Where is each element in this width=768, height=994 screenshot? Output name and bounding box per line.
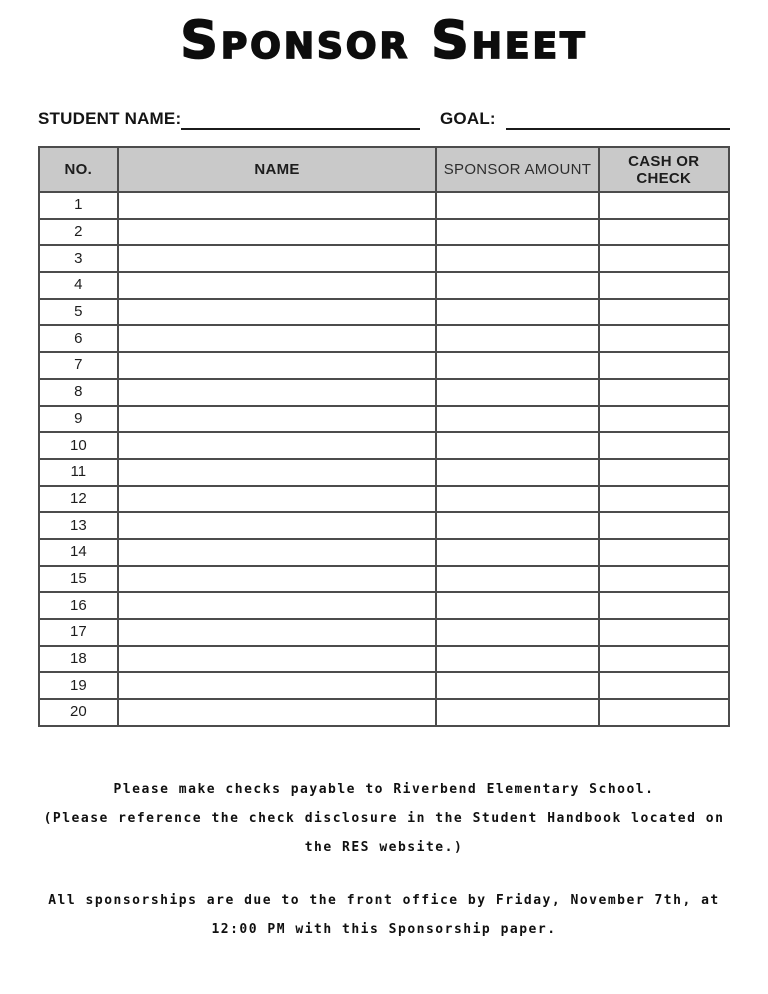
cash-or-check-cell[interactable] — [599, 512, 729, 539]
sponsor-table — [38, 146, 730, 727]
table-row — [39, 432, 729, 459]
cash-or-check-cell[interactable] — [599, 459, 729, 486]
sponsor-sheet — [0, 8, 768, 944]
table-row — [39, 619, 729, 646]
sponsor-amount-cell[interactable] — [436, 592, 598, 619]
row-number-cell: 14 — [39, 539, 118, 566]
sponsor-amount-cell[interactable] — [436, 379, 598, 406]
cash-or-check-cell[interactable] — [599, 192, 729, 219]
sponsor-amount-cell[interactable] — [436, 406, 598, 433]
table-row — [39, 299, 729, 326]
name-cell[interactable] — [118, 245, 437, 272]
table-row — [39, 272, 729, 299]
table-row — [39, 352, 729, 379]
table-row — [39, 219, 729, 246]
due-note-line: All sponsorships are due to the front office by Friday, November 7th, at 12:00 PM with this Sponsorship paper. — [48, 892, 720, 937]
row-number-cell: 7 — [39, 352, 118, 379]
table-row — [39, 699, 729, 726]
name-cell[interactable] — [118, 272, 437, 299]
cash-or-check-cell[interactable] — [599, 539, 729, 566]
row-number-cell: 20 — [39, 699, 118, 726]
table-row — [39, 325, 729, 352]
table-row — [39, 379, 729, 406]
name-cell[interactable] — [118, 486, 437, 513]
cash-or-check-cell[interactable] — [599, 406, 729, 433]
name-cell[interactable] — [118, 566, 437, 593]
sponsor-amount-cell[interactable] — [436, 219, 598, 246]
name-cell[interactable] — [118, 325, 437, 352]
fields-row — [38, 100, 730, 130]
sponsor-amount-cell[interactable] — [436, 672, 598, 699]
sponsor-amount-cell[interactable] — [436, 245, 598, 272]
row-number-cell: 19 — [39, 672, 118, 699]
name-cell[interactable] — [118, 646, 437, 673]
row-number-cell: 4 — [39, 272, 118, 299]
name-cell[interactable] — [118, 592, 437, 619]
table-body — [39, 192, 729, 726]
sponsor-amount-cell[interactable] — [436, 566, 598, 593]
sponsor-amount-cell[interactable] — [436, 272, 598, 299]
student-name-field — [38, 108, 420, 130]
name-cell[interactable] — [118, 672, 437, 699]
cash-or-check-cell[interactable] — [599, 592, 729, 619]
sponsor-amount-cell[interactable] — [436, 432, 598, 459]
row-number-cell: 6 — [39, 325, 118, 352]
name-cell[interactable] — [118, 539, 437, 566]
table-row — [39, 486, 729, 513]
cash-or-check-cell[interactable] — [599, 379, 729, 406]
sponsor-amount-cell[interactable] — [436, 352, 598, 379]
student-name-label: STUDENT NAME: — [38, 109, 182, 128]
name-cell[interactable] — [118, 432, 437, 459]
cash-or-check-cell[interactable] — [599, 672, 729, 699]
table-header-row — [39, 147, 729, 192]
cash-or-check-cell[interactable] — [599, 325, 729, 352]
row-number-cell: 18 — [39, 646, 118, 673]
cash-or-check-cell[interactable] — [599, 619, 729, 646]
sponsor-amount-cell[interactable] — [436, 486, 598, 513]
checks-note — [38, 775, 730, 862]
name-cell[interactable] — [118, 619, 437, 646]
table-row — [39, 459, 729, 486]
table-row — [39, 245, 729, 272]
name-cell[interactable] — [118, 459, 437, 486]
cash-or-check-cell[interactable] — [599, 219, 729, 246]
header-sponsor-amount: SPONSOR AMOUNT — [436, 147, 598, 192]
cash-or-check-cell[interactable] — [599, 245, 729, 272]
sponsor-amount-cell[interactable] — [436, 192, 598, 219]
row-number-cell: 15 — [39, 566, 118, 593]
row-number-cell: 17 — [39, 619, 118, 646]
sponsor-amount-cell[interactable] — [436, 512, 598, 539]
cash-or-check-cell[interactable] — [599, 352, 729, 379]
table-row — [39, 566, 729, 593]
table-row — [39, 406, 729, 433]
row-number-cell: 2 — [39, 219, 118, 246]
row-number-cell: 9 — [39, 406, 118, 433]
row-number-cell: 5 — [39, 299, 118, 326]
table-row — [39, 646, 729, 673]
goal-label: GOAL: — [440, 109, 496, 128]
sponsor-amount-cell[interactable] — [436, 459, 598, 486]
student-name-input-line[interactable] — [181, 110, 420, 130]
name-cell[interactable] — [118, 379, 437, 406]
row-number-cell: 13 — [39, 512, 118, 539]
name-cell[interactable] — [118, 299, 437, 326]
name-cell[interactable] — [118, 192, 437, 219]
sponsor-amount-cell[interactable] — [436, 619, 598, 646]
header-name: NAME — [118, 147, 437, 192]
cash-or-check-cell[interactable] — [599, 299, 729, 326]
cash-or-check-cell[interactable] — [599, 272, 729, 299]
page-title: Sponsor Sheet — [180, 11, 588, 71]
table-row — [39, 539, 729, 566]
sponsor-amount-cell[interactable] — [436, 646, 598, 673]
cash-or-check-cell[interactable] — [599, 486, 729, 513]
sponsor-amount-cell[interactable] — [436, 299, 598, 326]
cash-or-check-cell[interactable] — [599, 646, 729, 673]
row-number-cell: 3 — [39, 245, 118, 272]
row-number-cell: 10 — [39, 432, 118, 459]
checks-note-disclosure: (Please reference the check disclosure in the Student Handbook located on the RES website.) — [43, 810, 725, 855]
sponsor-amount-cell[interactable] — [436, 539, 598, 566]
sponsor-amount-cell[interactable] — [436, 325, 598, 352]
row-number-cell: 1 — [39, 192, 118, 219]
cash-or-check-cell[interactable] — [599, 699, 729, 726]
name-cell[interactable] — [118, 352, 437, 379]
goal-field — [440, 108, 730, 130]
row-number-cell: 16 — [39, 592, 118, 619]
header-no: NO. — [39, 147, 118, 192]
row-number-cell: 12 — [39, 486, 118, 513]
table-row — [39, 672, 729, 699]
name-cell[interactable] — [118, 406, 437, 433]
due-note — [38, 886, 730, 944]
checks-note-line: Please make checks payable to Riverbend Elementary School. — [113, 781, 655, 797]
header-cash-or-check: CASH OR CHECK — [599, 147, 729, 192]
name-cell[interactable] — [118, 219, 437, 246]
cash-or-check-cell[interactable] — [599, 432, 729, 459]
name-cell[interactable] — [118, 699, 437, 726]
goal-input-line[interactable] — [506, 110, 730, 130]
sponsor-amount-cell[interactable] — [436, 699, 598, 726]
name-cell[interactable] — [118, 512, 437, 539]
table-row — [39, 512, 729, 539]
row-number-cell: 8 — [39, 379, 118, 406]
table-row — [39, 192, 729, 219]
row-number-cell: 11 — [39, 459, 118, 486]
table-row — [39, 592, 729, 619]
cash-or-check-cell[interactable] — [599, 566, 729, 593]
